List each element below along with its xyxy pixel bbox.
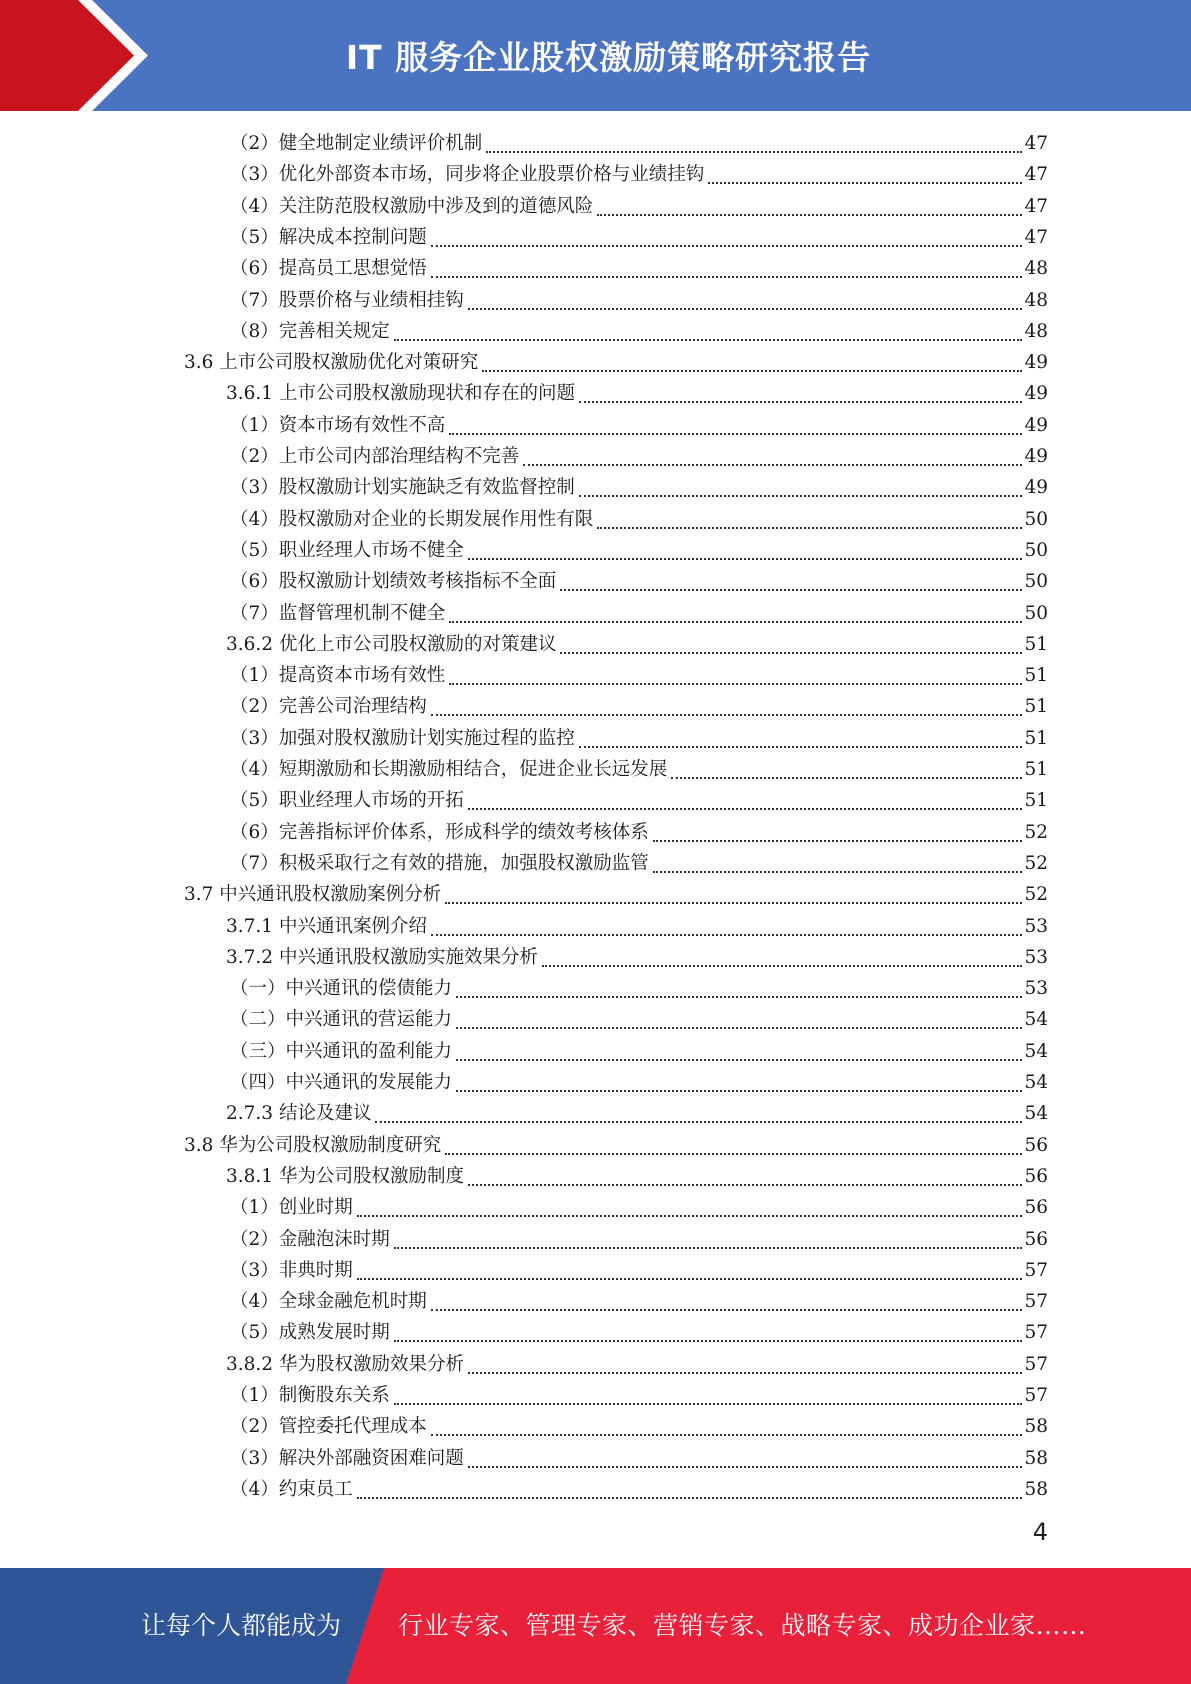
toc-dot-leader [468, 558, 1023, 560]
toc-entry-title: （1）制衡股东关系 [230, 1385, 390, 1406]
toc-entry[interactable] [230, 1317, 1048, 1348]
toc-dot-leader [468, 1184, 1022, 1186]
toc-entry[interactable] [230, 504, 1048, 535]
toc-entry[interactable] [230, 785, 1048, 816]
toc-entry-page: 47 [1024, 164, 1048, 185]
toc-entry[interactable] [230, 1255, 1048, 1286]
toc-entry[interactable] [230, 1067, 1048, 1098]
toc-entry-title: （6）完善指标评价体系，形成科学的绩效考核体系 [230, 822, 649, 843]
toc-dot-leader [431, 1434, 1023, 1436]
toc-dot-leader [394, 1247, 1023, 1249]
toc-dot-leader [375, 1121, 1022, 1123]
toc-entry-title: （7）股票价格与业绩相挂钩 [230, 290, 464, 311]
toc-entry-page: 51 [1024, 634, 1048, 655]
toc-entry-title: 3.6.2 优化上市公司股权激励的对策建议 [226, 634, 557, 655]
toc-entry-title: （2）完善公司治理结构 [230, 696, 427, 717]
toc-entry-title: （5）职业经理人市场不健全 [230, 540, 464, 561]
toc-dot-leader [708, 182, 1022, 184]
toc-entry[interactable] [230, 441, 1048, 472]
toc-entry[interactable] [230, 159, 1048, 190]
toc-entry-page: 50 [1024, 540, 1048, 561]
toc-dot-leader [456, 1027, 1022, 1029]
toc-entry-title: 3.7.1 中兴通讯案例介绍 [226, 916, 427, 937]
toc-entry-title: 2.7.3 结论及建议 [226, 1103, 372, 1124]
toc-entry-page: 54 [1024, 1041, 1048, 1062]
toc-dot-leader [653, 840, 1023, 842]
toc-entry-title: （二）中兴通讯的营运能力 [230, 1009, 453, 1030]
toc-entry[interactable] [230, 535, 1048, 566]
toc-entry-title: （1）创业时期 [230, 1197, 353, 1218]
toc-dot-leader [394, 1403, 1023, 1405]
toc-entry-page: 52 [1024, 884, 1048, 905]
toc-entry[interactable] [230, 691, 1048, 722]
toc-entry-title: 3.7 中兴通讯股权激励案例分析 [184, 884, 442, 905]
toc-entry-page: 53 [1024, 916, 1048, 937]
toc-entry-page: 47 [1024, 133, 1048, 154]
toc-dot-leader [653, 871, 1023, 873]
toc-entry[interactable] [230, 848, 1048, 879]
toc-dot-leader [542, 965, 1022, 967]
toc-entry[interactable] [226, 1098, 1048, 1129]
page-number: 4 [1032, 1518, 1048, 1546]
toc-dot-leader [597, 527, 1022, 529]
toc-entry[interactable] [230, 598, 1048, 629]
toc-entry-title: 3.8 华为公司股权激励制度研究 [184, 1135, 442, 1156]
toc-entry-page: 49 [1024, 352, 1048, 373]
toc-entry-title: （2）健全地制定业绩评价机制 [230, 133, 483, 154]
toc-entry[interactable] [230, 253, 1048, 284]
toc-entry[interactable] [230, 128, 1048, 159]
toc-entry[interactable] [230, 472, 1048, 503]
toc-entry[interactable] [230, 1380, 1048, 1411]
toc-entry-page: 48 [1024, 321, 1048, 342]
toc-entry-title: （7）积极采取行之有效的措施，加强股权激励监管 [230, 853, 649, 874]
toc-dot-leader [394, 339, 1023, 341]
toc-entry-title: （4）短期激励和长期激励相结合，促进企业长远发展 [230, 759, 668, 780]
toc-entry[interactable] [230, 285, 1048, 316]
toc-entry-page: 49 [1024, 446, 1048, 467]
toc-entry[interactable] [230, 316, 1048, 347]
toc-dot-leader [357, 1278, 1023, 1280]
toc-entry[interactable] [184, 879, 1048, 910]
toc-entry-title: （一）中兴通讯的偿债能力 [230, 978, 453, 999]
toc-entry[interactable] [230, 566, 1048, 597]
toc-entry-page: 57 [1024, 1354, 1048, 1375]
toc-entry[interactable] [230, 1004, 1048, 1035]
toc-dot-leader [357, 1215, 1023, 1217]
toc-entry[interactable] [230, 1474, 1048, 1505]
toc-dot-leader [449, 683, 1022, 685]
toc-entry-title: （1）提高资本市场有效性 [230, 665, 446, 686]
toc-dot-leader [456, 1090, 1022, 1092]
toc-dot-leader [431, 934, 1022, 936]
toc-entry-title: （7）监督管理机制不健全 [230, 603, 446, 624]
toc-entry-page: 57 [1024, 1260, 1048, 1281]
toc-entry[interactable] [226, 378, 1048, 409]
toc-dot-leader [445, 1153, 1022, 1155]
toc-dot-leader [431, 714, 1023, 716]
header-band [0, 0, 1191, 111]
toc-entry-page: 49 [1024, 415, 1048, 436]
toc-entry-page: 51 [1024, 696, 1048, 717]
toc-entry[interactable] [230, 817, 1048, 848]
toc-entry-page: 54 [1024, 1009, 1048, 1030]
document-title: IT 服务企业股权激励策略研究报告 [345, 38, 872, 77]
toc-entry-page: 57 [1024, 1322, 1048, 1343]
toc-entry-page: 54 [1024, 1103, 1048, 1124]
toc-entry[interactable] [226, 911, 1048, 942]
toc-dot-leader [523, 464, 1022, 466]
toc-entry-title: （6）股权激励计划绩效考核指标不全面 [230, 571, 557, 592]
toc-entry-title: （8）完善相关规定 [230, 321, 390, 342]
toc-dot-leader [394, 1340, 1023, 1342]
toc-entry-title: （4）全球金融危机时期 [230, 1291, 427, 1312]
toc-entry-page: 51 [1024, 665, 1048, 686]
toc-dot-leader [468, 308, 1023, 310]
toc-entry-title: （3）加强对股权激励计划实施过程的监控 [230, 728, 575, 749]
toc-entry[interactable] [230, 191, 1048, 222]
footer-slogan-left: 让每个人都能成为 [141, 1611, 342, 1640]
toc-entry-page: 47 [1024, 196, 1048, 217]
toc-dot-leader [597, 214, 1022, 216]
toc-entry-page: 58 [1024, 1416, 1048, 1437]
toc-entry-page: 50 [1024, 509, 1048, 530]
toc-entry-title: （5）成熟发展时期 [230, 1322, 390, 1343]
footer-band [0, 1568, 1191, 1684]
toc-dot-leader [560, 652, 1022, 654]
toc-entry-title: （四）中兴通讯的发展能力 [230, 1072, 453, 1093]
toc-entry-page: 52 [1024, 853, 1048, 874]
toc-entry-title: （3）优化外部资本市场，同步将企业股票价格与业绩挂钩 [230, 164, 705, 185]
toc-dot-leader [449, 433, 1022, 435]
toc-entry-title: （3）股权激励计划实施缺乏有效监督控制 [230, 477, 575, 498]
toc-entry-page: 58 [1024, 1479, 1048, 1500]
toc-dot-leader [482, 370, 1022, 372]
toc-entry[interactable] [226, 942, 1048, 973]
toc-entry-page: 47 [1024, 227, 1048, 248]
toc-entry-page: 54 [1024, 1072, 1048, 1093]
toc-dot-leader [468, 808, 1023, 810]
toc-entry[interactable] [230, 1443, 1048, 1474]
toc-entry[interactable] [230, 1411, 1048, 1442]
toc-entry-page: 57 [1024, 1385, 1048, 1406]
toc-entry-title: （3）非典时期 [230, 1260, 353, 1281]
footer-slogan-right: 行业专家、管理专家、营销专家、战略专家、成功企业家…… [398, 1611, 1087, 1640]
toc-entry-title: 3.6.1 上市公司股权激励现状和存在的问题 [226, 383, 575, 404]
toc-entry[interactable] [226, 1349, 1048, 1380]
toc-entry[interactable] [226, 629, 1048, 660]
toc-entry-page: 49 [1024, 477, 1048, 498]
toc-entry-title: 3.8.1 华为公司股权激励制度 [226, 1166, 464, 1187]
toc-entry[interactable] [230, 1036, 1048, 1067]
toc-entry-page: 53 [1024, 978, 1048, 999]
toc-dot-leader [579, 495, 1023, 497]
toc-entry-title: （6）提高员工思想觉悟 [230, 258, 427, 279]
toc-entry[interactable] [230, 222, 1048, 253]
toc-entry[interactable] [230, 1224, 1048, 1255]
toc-entry-page: 56 [1024, 1166, 1048, 1187]
toc-dot-leader [468, 1466, 1023, 1468]
toc-entry[interactable] [230, 723, 1048, 754]
toc-entry-page: 48 [1024, 290, 1048, 311]
toc-entry-title: 3.6 上市公司股权激励优化对策研究 [184, 352, 479, 373]
toc-dot-leader [431, 276, 1023, 278]
toc-entry-title: （4）股权激励对企业的长期发展作用性有限 [230, 509, 594, 530]
toc-entry[interactable] [184, 347, 1048, 378]
toc-entry-page: 51 [1024, 790, 1048, 811]
toc-entry-page: 51 [1024, 728, 1048, 749]
toc-entry-title: （3）解决外部融资困难问题 [230, 1448, 464, 1469]
toc-entry-page: 58 [1024, 1448, 1048, 1469]
toc-dot-leader [579, 746, 1023, 748]
toc-entry-page: 57 [1024, 1291, 1048, 1312]
toc-dot-leader [431, 1309, 1023, 1311]
toc-entry-page: 53 [1024, 947, 1048, 968]
toc-entry-title: 3.8.2 华为股权激励效果分析 [226, 1354, 464, 1375]
toc-entry[interactable] [226, 1161, 1048, 1192]
toc-entry[interactable] [184, 1130, 1048, 1161]
toc-entry-title: （5）职业经理人市场的开拓 [230, 790, 464, 811]
toc-dot-leader [560, 589, 1022, 591]
toc-dot-leader [445, 902, 1022, 904]
toc-dot-leader [456, 1059, 1022, 1061]
toc-entry-title: （4）关注防范股权激励中涉及到的道德风险 [230, 196, 594, 217]
toc-entry[interactable] [230, 973, 1048, 1004]
toc-entry-page: 52 [1024, 822, 1048, 843]
toc-entry-page: 49 [1024, 383, 1048, 404]
toc-entry[interactable] [230, 660, 1048, 691]
toc-entry-title: （1）资本市场有效性不高 [230, 415, 446, 436]
toc-dot-leader [449, 621, 1022, 623]
toc-dot-leader [357, 1497, 1023, 1499]
toc-dot-leader [486, 151, 1022, 153]
toc-entry-title: （三）中兴通讯的盈利能力 [230, 1041, 453, 1062]
toc-dot-leader [431, 245, 1023, 247]
toc-entry-title: 3.7.2 中兴通讯股权激励实施效果分析 [226, 947, 538, 968]
toc-entry-title: （2）管控委托代理成本 [230, 1416, 427, 1437]
toc-entry-title: （2）金融泡沫时期 [230, 1229, 390, 1250]
toc-entry-title: （5）解决成本控制问题 [230, 227, 427, 248]
toc-entry[interactable] [230, 410, 1048, 441]
toc-entry-page: 51 [1024, 759, 1048, 780]
toc-entry-page: 48 [1024, 258, 1048, 279]
toc-entry[interactable] [230, 1192, 1048, 1223]
toc-dot-leader [671, 777, 1022, 779]
toc-entry[interactable] [230, 1286, 1048, 1317]
toc-dot-leader [456, 996, 1022, 998]
toc-entry-page: 56 [1024, 1229, 1048, 1250]
toc-entry-page: 56 [1024, 1135, 1048, 1156]
toc-entry[interactable] [230, 754, 1048, 785]
toc-entry-title: （4）约束员工 [230, 1479, 353, 1500]
toc-entry-page: 50 [1024, 603, 1048, 624]
toc-dot-leader [579, 401, 1022, 403]
toc-entry-title: （2）上市公司内部治理结构不完善 [230, 446, 520, 467]
toc-dot-leader [468, 1372, 1022, 1374]
toc-entry-page: 50 [1024, 571, 1048, 592]
toc-entry-page: 56 [1024, 1197, 1048, 1218]
